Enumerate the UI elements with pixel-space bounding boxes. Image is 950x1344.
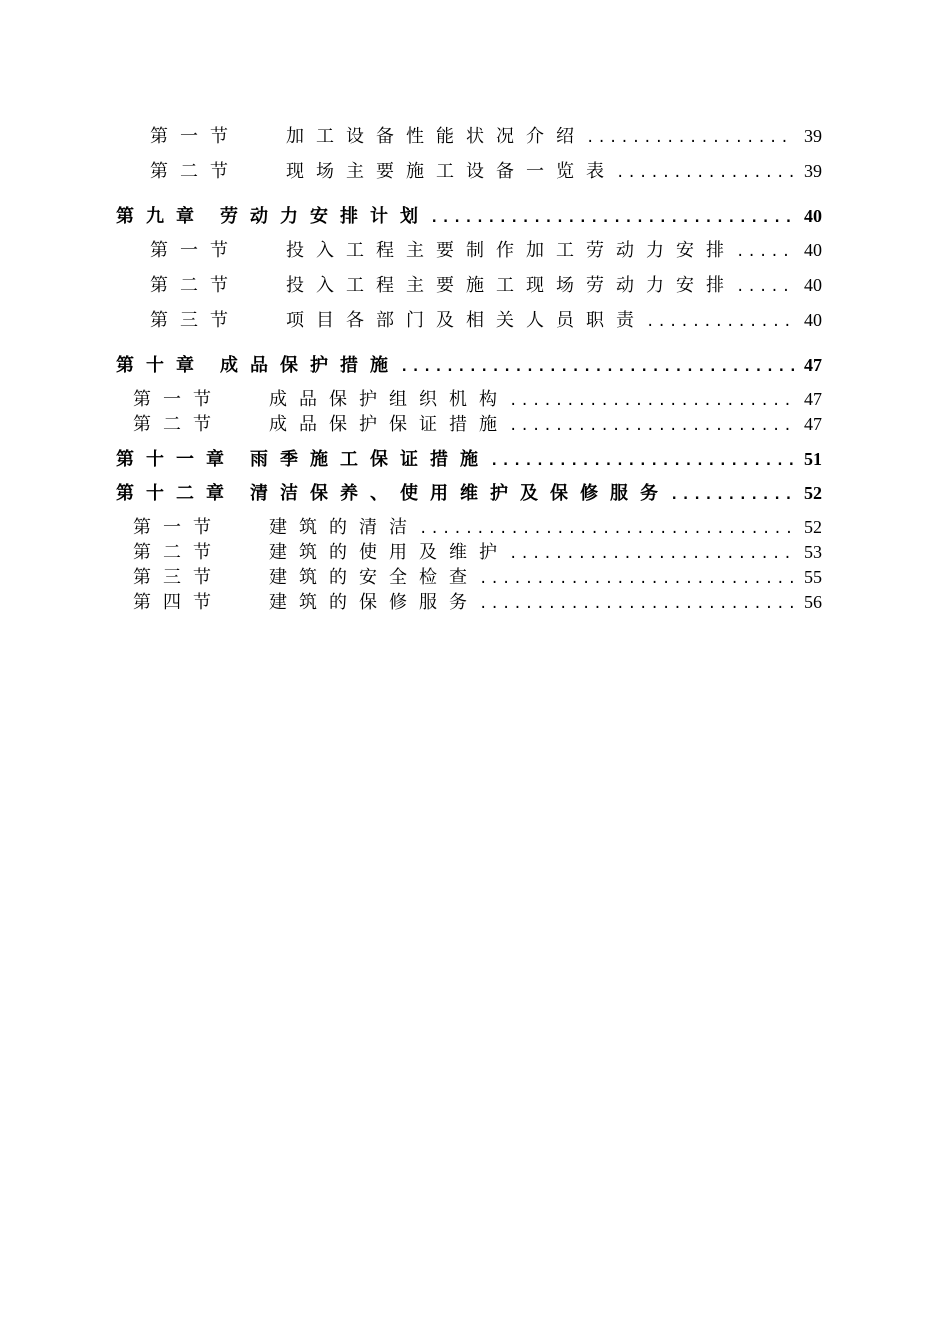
toc-leader-dots <box>400 356 794 378</box>
toc-entry-number: 第二节 <box>133 414 223 435</box>
toc-chapter-number: 第十章 <box>116 355 206 376</box>
toc-entry-page: 40 <box>804 310 822 330</box>
toc-entry-number: 第二节 <box>150 161 240 182</box>
toc-entry-page: 39 <box>804 126 822 146</box>
toc-chapter-entry[interactable] <box>116 205 822 229</box>
toc-chapter-title: 雨季施工保证措施 <box>250 449 490 470</box>
toc-entry-page: 47 <box>804 414 822 434</box>
toc-entry-number: 第一节 <box>133 517 223 538</box>
toc-entry-number: 第二节 <box>133 542 223 563</box>
toc-entry[interactable] <box>150 239 822 263</box>
toc-leader-dots <box>509 415 794 437</box>
toc-leader-dots <box>736 276 794 298</box>
toc-entry[interactable] <box>133 591 822 615</box>
toc-leader-dots <box>430 207 794 229</box>
toc-entry[interactable] <box>133 388 822 412</box>
toc-entry-number: 第一节 <box>150 126 240 147</box>
toc-entry-title: 加工设备性能状况介绍 <box>286 126 586 147</box>
toc-entry-number: 第三节 <box>133 567 223 588</box>
toc-entry-title: 建筑的使用及维护 <box>269 542 509 563</box>
toc-entry[interactable] <box>133 541 822 565</box>
toc-entry-title: 项目各部门及相关人员职责 <box>286 310 646 331</box>
toc-entry-page: 39 <box>804 161 822 181</box>
toc-entry-title: 投入工程主要施工现场劳动力安排 <box>286 275 736 296</box>
toc-entry-title: 建筑的保修服务 <box>269 592 479 613</box>
toc-entry-title: 建筑的安全检查 <box>269 567 479 588</box>
toc-chapter-page: 52 <box>804 483 822 503</box>
toc-chapter-number: 第十一章 <box>116 449 236 470</box>
toc-entry-page: 53 <box>804 542 822 562</box>
toc-leader-dots <box>509 390 794 412</box>
toc-entry-title: 成品保护组织机构 <box>269 389 509 410</box>
toc-chapter-page: 47 <box>804 355 822 375</box>
toc-chapter-title: 成品保护措施 <box>220 355 400 376</box>
toc-leader-dots <box>616 162 794 184</box>
toc-leader-dots <box>479 568 794 590</box>
toc-entry-number: 第四节 <box>133 592 223 613</box>
toc-entry-number: 第二节 <box>150 275 240 296</box>
toc-chapter-title: 清洁保养、使用维护及保修服务 <box>250 483 670 504</box>
toc-leader-dots <box>736 241 794 263</box>
toc-chapter-number: 第十二章 <box>116 483 236 504</box>
toc-chapter-entry[interactable] <box>116 482 822 506</box>
toc-entry-title: 成品保护保证措施 <box>269 414 509 435</box>
toc-entry[interactable] <box>150 160 822 184</box>
toc-entry[interactable] <box>150 274 822 298</box>
toc-entry-page: 55 <box>804 567 822 587</box>
toc-entry-page: 40 <box>804 240 822 260</box>
toc-leader-dots <box>419 518 794 540</box>
toc-entry[interactable] <box>150 309 822 333</box>
toc-entry-page: 40 <box>804 275 822 295</box>
toc-entry[interactable] <box>133 566 822 590</box>
toc-entry-number: 第一节 <box>133 389 223 410</box>
toc-entry[interactable] <box>133 413 822 437</box>
toc-leader-dots <box>479 593 794 615</box>
toc-entry-title: 投入工程主要制作加工劳动力安排 <box>286 240 736 261</box>
toc-entry-page: 56 <box>804 592 822 612</box>
toc-entry[interactable] <box>133 516 822 540</box>
toc-leader-dots <box>586 127 794 149</box>
toc-leader-dots <box>646 311 794 333</box>
toc-entry-number: 第三节 <box>150 310 240 331</box>
toc-leader-dots <box>670 484 794 506</box>
toc-chapter-entry[interactable] <box>116 354 822 378</box>
toc-chapter-page: 51 <box>804 449 822 469</box>
toc-chapter-entry[interactable] <box>116 448 822 472</box>
toc-entry-page: 52 <box>804 517 822 537</box>
toc-chapter-title: 劳动力安排计划 <box>220 206 430 227</box>
toc-entry-number: 第一节 <box>150 240 240 261</box>
toc-entry-page: 47 <box>804 389 822 409</box>
toc-entry[interactable] <box>150 125 822 149</box>
toc-entry-title: 现场主要施工设备一览表 <box>286 161 616 182</box>
toc-entry-title: 建筑的清洁 <box>269 517 419 538</box>
toc-leader-dots <box>509 543 794 565</box>
toc-chapter-page: 40 <box>804 206 822 226</box>
toc-chapter-number: 第九章 <box>116 206 206 227</box>
toc-leader-dots <box>490 450 794 472</box>
